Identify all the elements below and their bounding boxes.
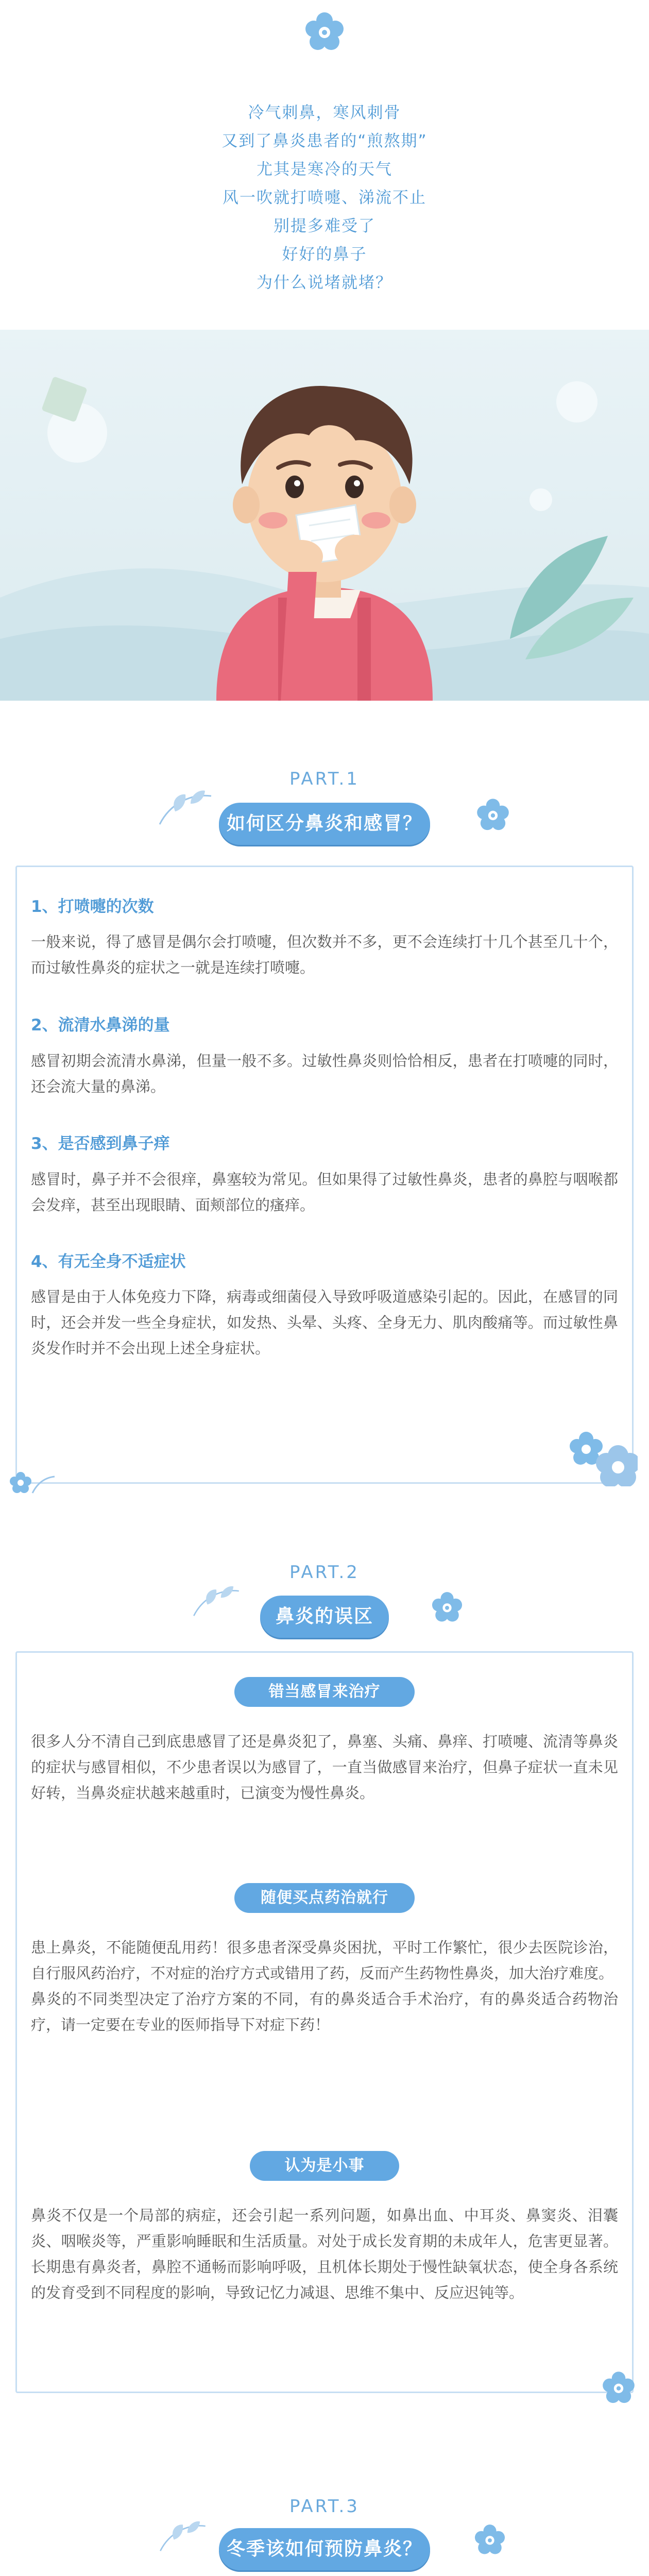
item-text: 感冒是由于人体免疫力下降，病毒或细菌侵入导致呼吸道感染引起的。因此，在感冒的同时，还会并发一些全身症状，如发热、头晕、头疼、全身无力、肌肉酸痛等。而过敏性鼻炎发作时并不会出现上述全身症状。 <box>31 1288 618 1357</box>
intro-line: 风一吹就打喷嚏、涕流不止 <box>223 189 426 207</box>
item-pill: 错当感冒来治疗 <box>234 1677 415 1707</box>
intro-line: 为什么说堵就堵？ <box>257 274 392 292</box>
flower-icon <box>475 797 511 833</box>
leaf-icon <box>155 2519 211 2555</box>
sick-boy-illustration <box>0 330 649 701</box>
leaf-icon <box>155 788 216 829</box>
item-heading: 4、有无全身不适症状 <box>31 1252 186 1271</box>
part-label: PART.3 <box>289 2496 360 2517</box>
intro-line: 别提多难受了 <box>274 217 375 235</box>
item-pill: 认为是小事 <box>250 2151 399 2181</box>
item-pill: 随便买点药治就行 <box>234 1883 415 1913</box>
intro-line: 又到了鼻炎患者的“煎熬期” <box>221 132 428 150</box>
part-label: PART.1 <box>289 769 360 789</box>
flower-icon <box>473 2523 507 2557</box>
flower-icon <box>601 2370 637 2406</box>
intro-line: 尤其是寒冷的天气 <box>257 160 392 179</box>
intro-line: 冷气刺鼻，寒风刺骨 <box>248 104 401 122</box>
flower-icon <box>9 1467 56 1498</box>
part-label: PART.2 <box>289 1562 360 1583</box>
flower-icon <box>560 1419 638 1486</box>
item-text: 鼻炎不仅是一个局部的病症，还会引起一系列问题，如鼻出血、中耳炎、鼻窦炎、泪囊炎、咽喉炎等，严重影响睡眠和生活质量。对处于成长发育期的未成年人，危害更显著。长期患有鼻炎者，鼻腔不通畅而影响呼吸，且机体长期处于慢性缺氧状态，使全身各系统的发育受到不同程度的影响，导致记忆力减退、思维不集中、反应迟钝等。 <box>31 2207 618 2301</box>
item-heading: 3、是否感到鼻子痒 <box>31 1134 170 1153</box>
item-text: 很多人分不清自己到底患感冒了还是鼻炎犯了，鼻塞、头痛、鼻痒、打喷嚏、流清等鼻炎的症状与感冒相似，不少患者误以为感冒了，一直当做感冒来治疗，但鼻子症状一直未见好转，当鼻炎症状越来越重时，已演变为慢性鼻炎。 <box>31 1733 618 1802</box>
leaf-icon <box>188 1584 245 1620</box>
flower-icon <box>430 1590 464 1624</box>
section-title: 鼻炎的误区 <box>260 1596 389 1638</box>
item-text: 一般来说，得了感冒是偶尔会打喷嚏，但次数并不多，更不会连续打十几个甚至几十个，而过敏性鼻炎的症状之一就是连续打喷嚏。 <box>31 933 618 976</box>
flower-icon <box>303 10 346 54</box>
item-heading: 1、打喷嚏的次数 <box>31 897 154 916</box>
intro-text <box>0 99 649 297</box>
item-text: 感冒初期会流清水鼻涕，但量一般不多。过敏性鼻炎则恰恰相反，患者在打喷嚏的同时，还会流大量的鼻涕。 <box>31 1052 618 1095</box>
section-title: 如何区分鼻炎和感冒？ <box>219 803 430 845</box>
intro-line: 好好的鼻子 <box>282 245 367 264</box>
item-text: 患上鼻炎，不能随便乱用药！很多患者深受鼻炎困扰，平时工作繁忙，很少去医院诊治，自行服风药治疗，不对症的治疗方式或错用了药，反而产生药物性鼻炎，加大治疗难度。 鼻炎的不同类型决定了治疗方案的不同，有的鼻炎适合手术治疗，有的鼻炎适合药物治疗，请一定要在专业的医师指导下对症下药！ <box>31 1939 618 2033</box>
section-title: 冬季该如何预防鼻炎？ <box>219 2528 430 2570</box>
item-heading: 2、流清水鼻涕的量 <box>31 1016 170 1035</box>
item-text: 感冒时，鼻子并不会很痒，鼻塞较为常见。但如果得了过敏性鼻炎，患者的鼻腔与咽喉都会发痒，甚至出现眼睛、面颊部位的瘙痒。 <box>31 1171 618 1214</box>
